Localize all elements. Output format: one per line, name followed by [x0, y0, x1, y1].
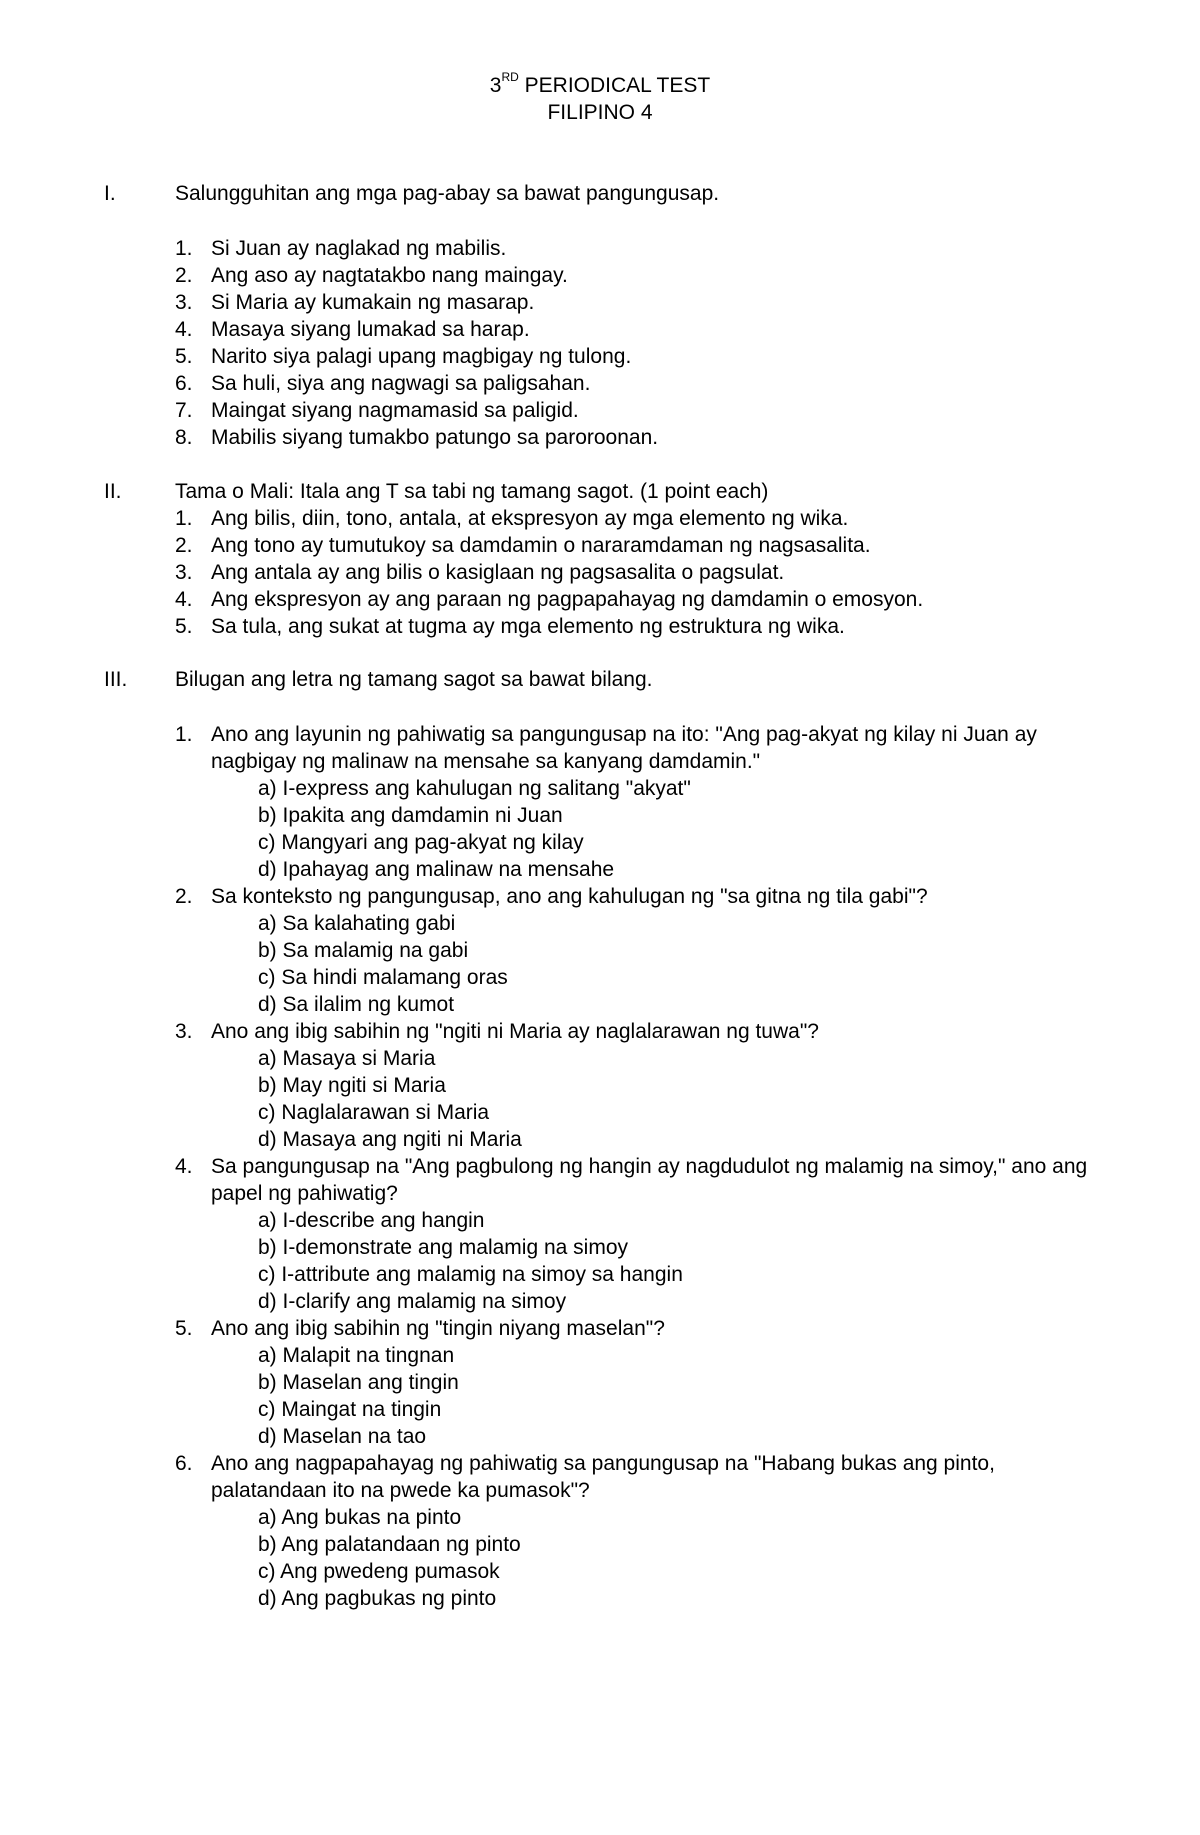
choice-option: d) Sa ilalim ng kumot [258, 993, 455, 1016]
item-text: Ang antala ay ang bilis o kasiglaan ng pagsasalita o pagsulat. [211, 561, 785, 584]
choice-option: c) Maingat na tingin [258, 1398, 442, 1421]
list-item [175, 343, 1115, 370]
choice-option: a) I-express ang kahulugan ng salitang "akyat" [258, 777, 691, 800]
choice-option: b) I-demonstrate ang malamig na simoy [258, 1236, 628, 1259]
question-text: Sa konteksto ng pangungusap, ano ang kahulugan ng "sa gitna ng tila gabi"? [211, 885, 928, 908]
section-instruction: Bilugan ang letra ng tamang sagot sa bawat bilang. [175, 668, 653, 691]
question-item [175, 721, 1115, 883]
section-instruction: Salungguhitan ang mga pag-abay sa bawat pangungusap. [175, 182, 720, 205]
item-number: 1. [175, 507, 193, 530]
document-title [0, 72, 1200, 99]
title-superscript: RD [501, 70, 519, 84]
item-text: Ang aso ay nagtatakbo nang maingay. [211, 264, 568, 287]
choice-list [211, 1207, 1115, 1315]
question-number: 5. [175, 1317, 193, 1340]
title-number: 3 [489, 74, 502, 97]
item-text: Narito siya palagi upang magbigay ng tulong. [211, 345, 632, 368]
list-item [175, 235, 1115, 262]
item-number: 6. [175, 372, 193, 395]
choice-option: c) I-attribute ang malamig na simoy sa hangin [258, 1263, 683, 1286]
choice-option: b) Sa malamig na gabi [258, 939, 469, 962]
item-text: Si Juan ay naglakad ng mabilis. [211, 237, 507, 260]
list-item [175, 559, 1115, 586]
choice-list [211, 1504, 1115, 1612]
choice-option: a) Sa kalahating gabi [258, 912, 456, 935]
question-text: Sa pangungusap na "Ang pagbulong ng hangin ay nagdudulot ng malamig na simoy," ano ang papel ng pahiwatig? [211, 1155, 1088, 1205]
question-number: 6. [175, 1452, 193, 1475]
choice-option: d) I-clarify ang malamig na simoy [258, 1290, 567, 1313]
choice-option: c) Sa hindi malamang oras [258, 966, 508, 989]
list-item [175, 397, 1115, 424]
choice-option: c) Ang pwedeng pumasok [258, 1560, 500, 1583]
list-item [175, 532, 1115, 559]
choice-option: d) Ang pagbukas ng pinto [258, 1587, 497, 1610]
item-number: 4. [175, 588, 193, 611]
item-number: 3. [175, 561, 193, 584]
item-number: 7. [175, 399, 193, 422]
title-text: PERIODICAL TEST [518, 74, 711, 97]
item-text: Ang bilis, diin, tono, antala, at ekspresyon ay mga elemento ng wika. [211, 507, 849, 530]
list-item [175, 613, 1115, 640]
item-text: Sa huli, siya ang nagwagi sa paligsahan. [211, 372, 591, 395]
choice-option: d) Maselan na tao [258, 1425, 427, 1448]
question-number: 2. [175, 885, 193, 908]
question-number: 3. [175, 1020, 193, 1043]
list-item [175, 316, 1115, 343]
question-item [175, 1450, 1115, 1612]
question-number: 4. [175, 1155, 193, 1178]
question-text: Ano ang ibig sabihin ng "tingin niyang maselan"? [211, 1317, 665, 1340]
choice-option: b) May ngiti si Maria [258, 1074, 446, 1097]
item-number: 2. [175, 264, 193, 287]
section-2-items [175, 505, 1115, 640]
choice-option: c) Mangyari ang pag-akyat ng kilay [258, 831, 584, 854]
choice-option: d) Ipahayag ang malinaw na mensahe [258, 858, 615, 881]
document-header [0, 72, 1200, 126]
section-3-questions [175, 721, 1115, 1612]
item-text: Sa tula, ang sukat at tugma ay mga elemento ng estruktura ng wika. [211, 615, 845, 638]
item-text: Mabilis siyang tumakbo patungo sa paroroonan. [211, 426, 659, 449]
section-number: II. [104, 480, 122, 503]
choice-list [211, 910, 1115, 1018]
choice-option: a) Malapit na tingnan [258, 1344, 455, 1367]
item-text: Ang tono ay tumutukoy sa damdamin o nararamdaman ng nagsasalita. [211, 534, 871, 557]
item-number: 3. [175, 291, 193, 314]
item-number: 4. [175, 318, 193, 341]
choice-list [211, 1045, 1115, 1153]
list-item [175, 289, 1115, 316]
question-item [175, 883, 1115, 1018]
choice-option: c) Naglalarawan si Maria [258, 1101, 490, 1124]
item-number: 5. [175, 615, 193, 638]
question-number: 1. [175, 723, 193, 746]
list-item [175, 586, 1115, 613]
list-item [175, 262, 1115, 289]
choice-option: b) Ipakita ang damdamin ni Juan [258, 804, 563, 827]
section-number: III. [104, 668, 128, 691]
choice-option: a) Masaya si Maria [258, 1047, 436, 1070]
choice-option: d) Masaya ang ngiti ni Maria [258, 1128, 522, 1151]
choice-option: b) Maselan ang tingin [258, 1371, 459, 1394]
question-item [175, 1153, 1115, 1315]
question-text: Ano ang layunin ng pahiwatig sa pangungusap na ito: "Ang pag-akyat ng kilay ni Juan ay nagbigay ng malinaw na mensahe sa kanyang damdamin." [211, 723, 1037, 773]
item-number: 1. [175, 237, 193, 260]
item-text: Maingat siyang nagmamasid sa paligid. [211, 399, 579, 422]
section-instruction: Tama o Mali: Itala ang T sa tabi ng tamang sagot. (1 point each) [175, 480, 769, 503]
list-item [175, 424, 1115, 451]
section-number: I. [104, 182, 116, 205]
question-text: Ano ang ibig sabihin ng "ngiti ni Maria ay naglalarawan ng tuwa"? [211, 1020, 819, 1043]
choice-list [211, 775, 1115, 883]
question-text: Ano ang nagpapahayag ng pahiwatig sa pangungusap na "Habang bukas ang pinto, palatandaan ito na pwede ka pumasok"? [211, 1452, 995, 1502]
choice-option: a) I-describe ang hangin [258, 1209, 485, 1232]
list-item [175, 370, 1115, 397]
question-item [175, 1315, 1115, 1450]
document-subtitle: FILIPINO 4 [547, 101, 653, 124]
item-number: 2. [175, 534, 193, 557]
item-text: Masaya siyang lumakad sa harap. [211, 318, 530, 341]
list-item [175, 505, 1115, 532]
choice-list [211, 1342, 1115, 1450]
choice-option: a) Ang bukas na pinto [258, 1506, 462, 1529]
item-text: Ang ekspresyon ay ang paraan ng pagpapahayag ng damdamin o emosyon. [211, 588, 924, 611]
choice-option: b) Ang palatandaan ng pinto [258, 1533, 521, 1556]
section-1-items [175, 235, 1115, 451]
item-text: Si Maria ay kumakain ng masarap. [211, 291, 535, 314]
item-number: 5. [175, 345, 193, 368]
item-number: 8. [175, 426, 193, 449]
question-item [175, 1018, 1115, 1153]
